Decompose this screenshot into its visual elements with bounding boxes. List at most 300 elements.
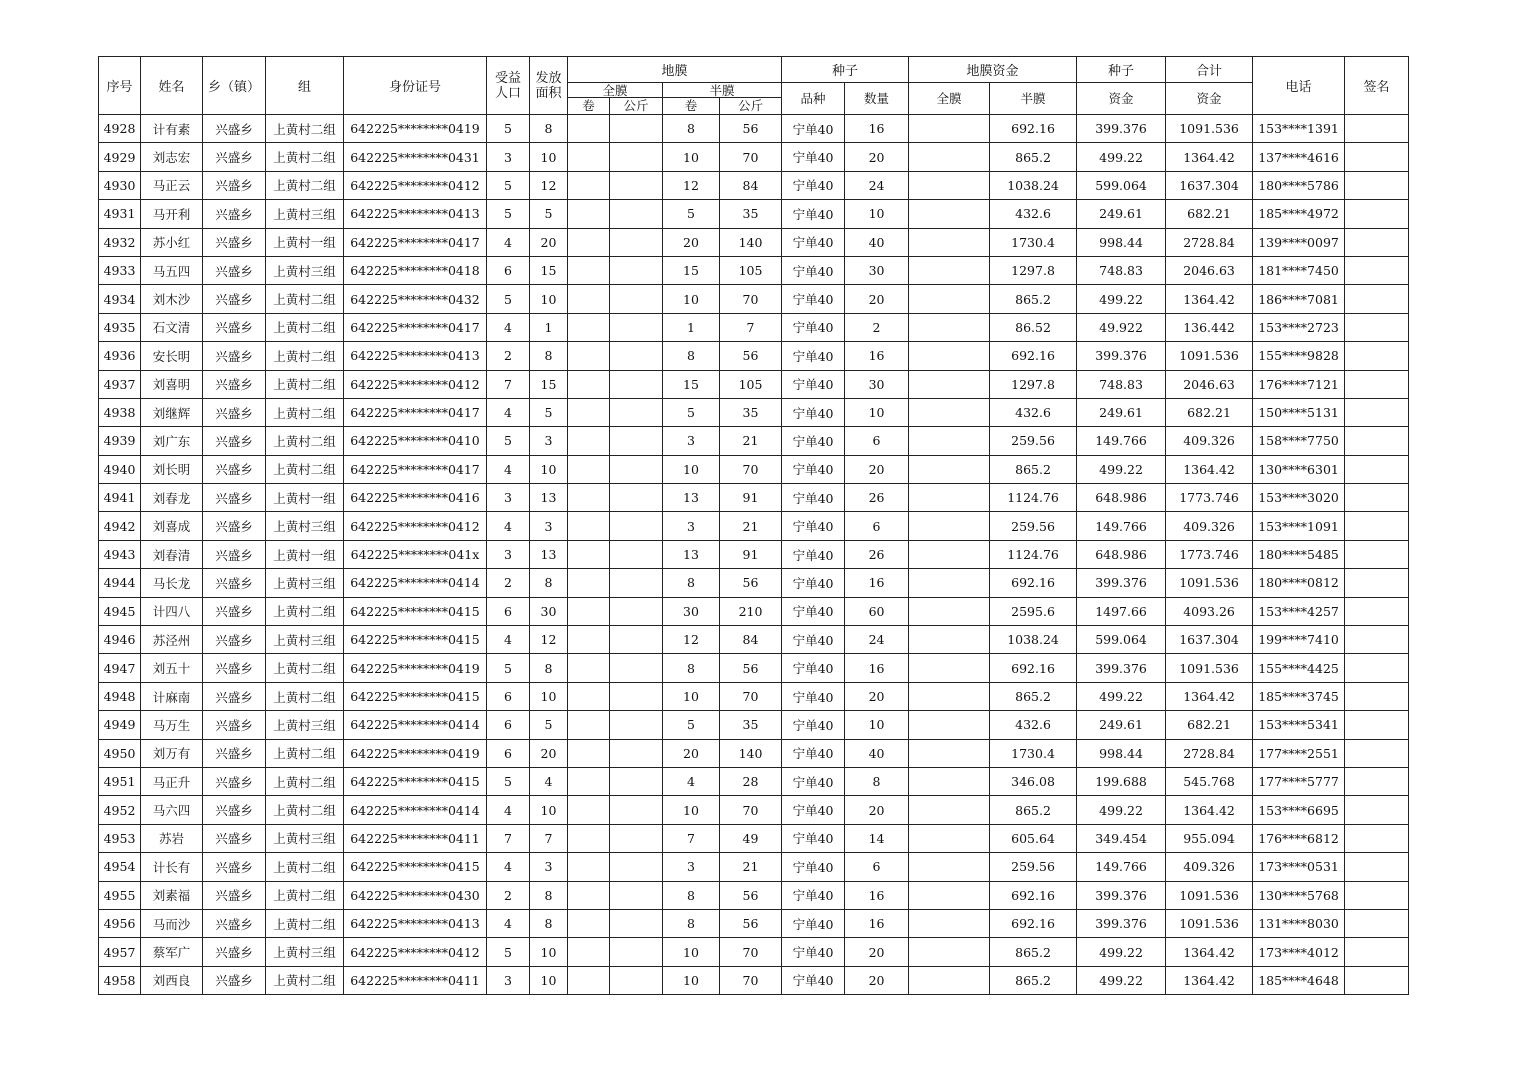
cell-half-roll: 15 [663, 370, 720, 398]
cell-half-kg: 35 [720, 711, 782, 739]
cell-signature [1345, 569, 1409, 597]
cell-id-number: 642225********0410 [344, 427, 487, 455]
cell-full-roll [568, 427, 610, 455]
cell-area: 5 [530, 711, 568, 739]
cell-township: 兴盛乡 [203, 569, 266, 597]
cell-half-kg: 49 [720, 824, 782, 852]
cell-seed-funds: 399.376 [1077, 881, 1166, 909]
cell-phone: 153****1391 [1253, 115, 1345, 143]
cell-full-roll [568, 342, 610, 370]
cell-beneficiaries: 4 [487, 512, 530, 540]
cell-half-roll: 10 [663, 796, 720, 824]
table-row [99, 115, 1409, 143]
cell-funds-half: 86.52 [990, 313, 1077, 341]
cell-variety: 宁单40 [782, 115, 845, 143]
cell-funds-half: 865.2 [990, 285, 1077, 313]
cell-variety: 宁单40 [782, 370, 845, 398]
cell-funds-half: 605.64 [990, 824, 1077, 852]
cell-full-kg [610, 597, 663, 625]
cell-half-kg: 105 [720, 256, 782, 284]
distribution-table [98, 56, 1409, 995]
cell-phone: 131****8030 [1253, 909, 1345, 937]
cell-funds-full [909, 711, 990, 739]
cell-funds-full [909, 824, 990, 852]
cell-full-kg [610, 569, 663, 597]
cell-total-funds: 545.768 [1166, 767, 1253, 795]
cell-seq: 4931 [99, 200, 141, 228]
cell-total-funds: 1091.536 [1166, 342, 1253, 370]
cell-quantity: 24 [845, 171, 909, 199]
cell-group: 上黄村二组 [266, 285, 344, 313]
cell-full-roll [568, 909, 610, 937]
cell-group: 上黄村二组 [266, 909, 344, 937]
cell-funds-full [909, 739, 990, 767]
cell-phone: 130****6301 [1253, 455, 1345, 483]
cell-funds-half: 692.16 [990, 342, 1077, 370]
cell-seed-funds: 399.376 [1077, 654, 1166, 682]
cell-seed-funds: 998.44 [1077, 739, 1166, 767]
cell-quantity: 20 [845, 682, 909, 710]
cell-signature [1345, 626, 1409, 654]
cell-full-roll [568, 654, 610, 682]
cell-funds-full [909, 512, 990, 540]
cell-phone: 155****4425 [1253, 654, 1345, 682]
cell-variety: 宁单40 [782, 398, 845, 426]
table-row [99, 285, 1409, 313]
cell-signature [1345, 853, 1409, 881]
cell-funds-full [909, 455, 990, 483]
cell-township: 兴盛乡 [203, 966, 266, 994]
cell-full-roll [568, 115, 610, 143]
cell-total-funds: 2728.84 [1166, 739, 1253, 767]
cell-funds-half: 346.08 [990, 767, 1077, 795]
table-row [99, 711, 1409, 739]
cell-name: 刘志宏 [141, 143, 203, 171]
table-row [99, 796, 1409, 824]
cell-area: 15 [530, 370, 568, 398]
cell-name: 刘素福 [141, 881, 203, 909]
cell-id-number: 642225********0431 [344, 143, 487, 171]
header-phone: 电话 [1253, 57, 1345, 115]
table-header [99, 57, 1409, 115]
table-row [99, 881, 1409, 909]
cell-full-kg [610, 115, 663, 143]
cell-seed-funds: 499.22 [1077, 938, 1166, 966]
header-seed: 种子 [782, 57, 909, 83]
table-row [99, 512, 1409, 540]
cell-seed-funds: 1497.66 [1077, 597, 1166, 625]
cell-funds-full [909, 427, 990, 455]
cell-full-kg [610, 143, 663, 171]
cell-township: 兴盛乡 [203, 626, 266, 654]
header-township: 乡（镇） [203, 57, 266, 115]
cell-funds-half: 432.6 [990, 398, 1077, 426]
cell-area: 7 [530, 824, 568, 852]
cell-full-roll [568, 796, 610, 824]
cell-variety: 宁单40 [782, 427, 845, 455]
cell-group: 上黄村二组 [266, 597, 344, 625]
cell-total-funds: 1637.304 [1166, 626, 1253, 654]
header-area [530, 57, 568, 115]
cell-id-number: 642225********0412 [344, 171, 487, 199]
cell-seed-funds: 499.22 [1077, 966, 1166, 994]
cell-beneficiaries: 6 [487, 256, 530, 284]
cell-signature [1345, 313, 1409, 341]
cell-area: 4 [530, 767, 568, 795]
cell-area: 5 [530, 200, 568, 228]
cell-funds-full [909, 342, 990, 370]
cell-funds-full [909, 398, 990, 426]
cell-township: 兴盛乡 [203, 767, 266, 795]
cell-seed-funds: 599.064 [1077, 171, 1166, 199]
cell-total-funds: 682.21 [1166, 398, 1253, 426]
cell-township: 兴盛乡 [203, 597, 266, 625]
cell-variety: 宁单40 [782, 313, 845, 341]
cell-area: 8 [530, 881, 568, 909]
cell-total-funds: 1364.42 [1166, 938, 1253, 966]
cell-seq: 4941 [99, 484, 141, 512]
cell-full-roll [568, 370, 610, 398]
cell-seq: 4944 [99, 569, 141, 597]
cell-full-kg [610, 171, 663, 199]
table-row [99, 427, 1409, 455]
cell-full-roll [568, 682, 610, 710]
cell-full-kg [610, 796, 663, 824]
cell-variety: 宁单40 [782, 569, 845, 597]
cell-funds-half: 259.56 [990, 512, 1077, 540]
cell-half-roll: 13 [663, 540, 720, 568]
cell-beneficiaries: 3 [487, 484, 530, 512]
cell-quantity: 8 [845, 767, 909, 795]
cell-funds-half: 2595.6 [990, 597, 1077, 625]
cell-full-kg [610, 654, 663, 682]
cell-beneficiaries: 4 [487, 228, 530, 256]
cell-funds-full [909, 597, 990, 625]
cell-group: 上黄村三组 [266, 200, 344, 228]
cell-full-roll [568, 455, 610, 483]
cell-half-kg: 56 [720, 909, 782, 937]
cell-full-roll [568, 512, 610, 540]
cell-seed-funds: 998.44 [1077, 228, 1166, 256]
header-group: 组 [266, 57, 344, 115]
cell-funds-full [909, 200, 990, 228]
cell-full-roll [568, 200, 610, 228]
cell-seq: 4940 [99, 455, 141, 483]
table-row [99, 739, 1409, 767]
cell-full-kg [610, 739, 663, 767]
cell-name: 刘长明 [141, 455, 203, 483]
cell-variety: 宁单40 [782, 597, 845, 625]
cell-variety: 宁单40 [782, 909, 845, 937]
cell-township: 兴盛乡 [203, 654, 266, 682]
cell-township: 兴盛乡 [203, 398, 266, 426]
cell-half-kg: 91 [720, 540, 782, 568]
cell-seed-funds: 149.766 [1077, 512, 1166, 540]
cell-seq: 4955 [99, 881, 141, 909]
cell-half-roll: 8 [663, 654, 720, 682]
cell-total-funds: 1773.746 [1166, 540, 1253, 568]
cell-seed-funds: 399.376 [1077, 115, 1166, 143]
cell-seq: 4950 [99, 739, 141, 767]
cell-half-kg: 70 [720, 966, 782, 994]
table-row [99, 200, 1409, 228]
cell-half-kg: 70 [720, 143, 782, 171]
cell-seed-funds: 648.986 [1077, 540, 1166, 568]
cell-area: 13 [530, 540, 568, 568]
header-funds-full-film: 全膜 [909, 83, 990, 115]
cell-area: 20 [530, 739, 568, 767]
cell-beneficiaries: 4 [487, 796, 530, 824]
cell-beneficiaries: 2 [487, 881, 530, 909]
cell-id-number: 642225********0417 [344, 313, 487, 341]
cell-beneficiaries: 5 [487, 938, 530, 966]
cell-seed-funds: 149.766 [1077, 427, 1166, 455]
cell-funds-half: 865.2 [990, 796, 1077, 824]
cell-total-funds: 1364.42 [1166, 285, 1253, 313]
cell-variety: 宁单40 [782, 455, 845, 483]
cell-funds-full [909, 115, 990, 143]
cell-seq: 4952 [99, 796, 141, 824]
cell-variety: 宁单40 [782, 824, 845, 852]
cell-full-roll [568, 285, 610, 313]
cell-half-roll: 8 [663, 342, 720, 370]
cell-signature [1345, 909, 1409, 937]
cell-area: 8 [530, 909, 568, 937]
cell-quantity: 26 [845, 484, 909, 512]
cell-id-number: 642225********0415 [344, 626, 487, 654]
cell-half-kg: 56 [720, 115, 782, 143]
cell-funds-half: 692.16 [990, 569, 1077, 597]
table-row [99, 626, 1409, 654]
cell-seed-funds: 399.376 [1077, 909, 1166, 937]
cell-phone: 185****4648 [1253, 966, 1345, 994]
cell-township: 兴盛乡 [203, 512, 266, 540]
cell-area: 10 [530, 285, 568, 313]
cell-phone: 153****4257 [1253, 597, 1345, 625]
cell-id-number: 642225********041x [344, 540, 487, 568]
cell-area: 1 [530, 313, 568, 341]
header-total-top: 合计 [1166, 57, 1253, 83]
cell-id-number: 642225********0415 [344, 597, 487, 625]
header-full-film: 全膜 [568, 83, 663, 98]
cell-funds-half: 865.2 [990, 455, 1077, 483]
cell-seq: 4954 [99, 853, 141, 881]
cell-half-kg: 70 [720, 682, 782, 710]
cell-name: 计有素 [141, 115, 203, 143]
cell-seed-funds: 499.22 [1077, 143, 1166, 171]
cell-beneficiaries: 5 [487, 654, 530, 682]
cell-phone: 180****0812 [1253, 569, 1345, 597]
cell-variety: 宁单40 [782, 200, 845, 228]
cell-id-number: 642225********0411 [344, 966, 487, 994]
cell-group: 上黄村二组 [266, 739, 344, 767]
cell-quantity: 16 [845, 569, 909, 597]
cell-half-roll: 10 [663, 682, 720, 710]
table-row [99, 569, 1409, 597]
cell-beneficiaries: 4 [487, 398, 530, 426]
cell-area: 10 [530, 455, 568, 483]
cell-signature [1345, 682, 1409, 710]
cell-id-number: 642225********0430 [344, 881, 487, 909]
cell-full-kg [610, 427, 663, 455]
cell-phone: 137****4616 [1253, 143, 1345, 171]
header-seed-funds: 资金 [1077, 83, 1166, 115]
cell-funds-full [909, 569, 990, 597]
cell-area: 13 [530, 484, 568, 512]
cell-seed-funds: 499.22 [1077, 682, 1166, 710]
cell-full-roll [568, 711, 610, 739]
cell-variety: 宁单40 [782, 626, 845, 654]
cell-name: 苏泾州 [141, 626, 203, 654]
cell-area: 8 [530, 569, 568, 597]
cell-funds-half: 1038.24 [990, 171, 1077, 199]
cell-full-kg [610, 398, 663, 426]
cell-phone: 176****6812 [1253, 824, 1345, 852]
cell-half-roll: 3 [663, 427, 720, 455]
table-row [99, 228, 1409, 256]
header-mulch-funds: 地膜资金 [909, 57, 1077, 83]
cell-total-funds: 1091.536 [1166, 909, 1253, 937]
header-mulch: 地膜 [568, 57, 782, 83]
cell-full-kg [610, 313, 663, 341]
cell-total-funds: 1091.536 [1166, 569, 1253, 597]
cell-variety: 宁单40 [782, 228, 845, 256]
cell-funds-full [909, 767, 990, 795]
cell-beneficiaries: 2 [487, 569, 530, 597]
cell-seq: 4956 [99, 909, 141, 937]
cell-funds-half: 865.2 [990, 143, 1077, 171]
cell-signature [1345, 540, 1409, 568]
cell-half-kg: 35 [720, 398, 782, 426]
cell-full-kg [610, 256, 663, 284]
cell-half-kg: 56 [720, 654, 782, 682]
cell-seed-funds: 499.22 [1077, 455, 1166, 483]
cell-quantity: 6 [845, 512, 909, 540]
cell-group: 上黄村二组 [266, 370, 344, 398]
cell-signature [1345, 228, 1409, 256]
cell-half-roll: 5 [663, 200, 720, 228]
cell-half-roll: 7 [663, 824, 720, 852]
cell-half-kg: 70 [720, 938, 782, 966]
cell-name: 马正升 [141, 767, 203, 795]
cell-signature [1345, 484, 1409, 512]
cell-half-roll: 3 [663, 512, 720, 540]
cell-beneficiaries: 3 [487, 966, 530, 994]
cell-name: 刘春龙 [141, 484, 203, 512]
cell-township: 兴盛乡 [203, 824, 266, 852]
cell-half-kg: 21 [720, 853, 782, 881]
cell-signature [1345, 739, 1409, 767]
cell-total-funds: 1364.42 [1166, 796, 1253, 824]
cell-area: 8 [530, 654, 568, 682]
cell-quantity: 20 [845, 966, 909, 994]
cell-phone: 185****3745 [1253, 682, 1345, 710]
cell-half-kg: 140 [720, 739, 782, 767]
cell-funds-full [909, 682, 990, 710]
cell-funds-half: 1038.24 [990, 626, 1077, 654]
cell-variety: 宁单40 [782, 285, 845, 313]
table-row [99, 682, 1409, 710]
cell-seed-funds: 149.766 [1077, 853, 1166, 881]
cell-beneficiaries: 4 [487, 853, 530, 881]
cell-beneficiaries: 2 [487, 342, 530, 370]
cell-township: 兴盛乡 [203, 739, 266, 767]
table-row [99, 540, 1409, 568]
cell-variety: 宁单40 [782, 540, 845, 568]
cell-funds-full [909, 626, 990, 654]
header-beneficiaries [487, 57, 530, 115]
cell-quantity: 20 [845, 143, 909, 171]
cell-phone: 176****7121 [1253, 370, 1345, 398]
cell-quantity: 16 [845, 909, 909, 937]
cell-full-roll [568, 767, 610, 795]
cell-id-number: 642225********0414 [344, 796, 487, 824]
cell-full-roll [568, 569, 610, 597]
cell-quantity: 60 [845, 597, 909, 625]
cell-full-roll [568, 228, 610, 256]
cell-half-roll: 12 [663, 171, 720, 199]
cell-half-roll: 10 [663, 966, 720, 994]
cell-full-roll [568, 597, 610, 625]
cell-signature [1345, 200, 1409, 228]
cell-half-kg: 84 [720, 171, 782, 199]
cell-group: 上黄村三组 [266, 626, 344, 654]
table-row [99, 597, 1409, 625]
cell-funds-full [909, 370, 990, 398]
cell-funds-full [909, 313, 990, 341]
cell-id-number: 642225********0418 [344, 256, 487, 284]
cell-name: 马万生 [141, 711, 203, 739]
cell-full-kg [610, 938, 663, 966]
cell-seed-funds: 49.922 [1077, 313, 1166, 341]
cell-funds-half: 432.6 [990, 200, 1077, 228]
cell-group: 上黄村二组 [266, 966, 344, 994]
header-beneficiaries-line2: 人口 [494, 85, 521, 101]
cell-funds-full [909, 143, 990, 171]
cell-township: 兴盛乡 [203, 484, 266, 512]
cell-id-number: 642225********0416 [344, 484, 487, 512]
table-row [99, 654, 1409, 682]
cell-seq: 4930 [99, 171, 141, 199]
cell-group: 上黄村二组 [266, 796, 344, 824]
cell-seed-funds: 399.376 [1077, 342, 1166, 370]
cell-signature [1345, 938, 1409, 966]
cell-total-funds: 1091.536 [1166, 115, 1253, 143]
cell-half-kg: 35 [720, 200, 782, 228]
cell-quantity: 10 [845, 200, 909, 228]
cell-seq: 4933 [99, 256, 141, 284]
cell-area: 3 [530, 512, 568, 540]
cell-area: 10 [530, 682, 568, 710]
cell-half-kg: 56 [720, 569, 782, 597]
cell-seed-funds: 648.986 [1077, 484, 1166, 512]
cell-full-kg [610, 512, 663, 540]
table-row [99, 938, 1409, 966]
cell-total-funds: 409.326 [1166, 853, 1253, 881]
cell-beneficiaries: 6 [487, 597, 530, 625]
cell-quantity: 30 [845, 370, 909, 398]
cell-id-number: 642225********0417 [344, 455, 487, 483]
cell-funds-full [909, 484, 990, 512]
cell-quantity: 40 [845, 739, 909, 767]
cell-seq: 4928 [99, 115, 141, 143]
header-half-film: 半膜 [663, 83, 782, 98]
cell-funds-full [909, 796, 990, 824]
cell-funds-half: 692.16 [990, 909, 1077, 937]
cell-phone: 186****7081 [1253, 285, 1345, 313]
cell-total-funds: 1091.536 [1166, 654, 1253, 682]
cell-area: 5 [530, 398, 568, 426]
